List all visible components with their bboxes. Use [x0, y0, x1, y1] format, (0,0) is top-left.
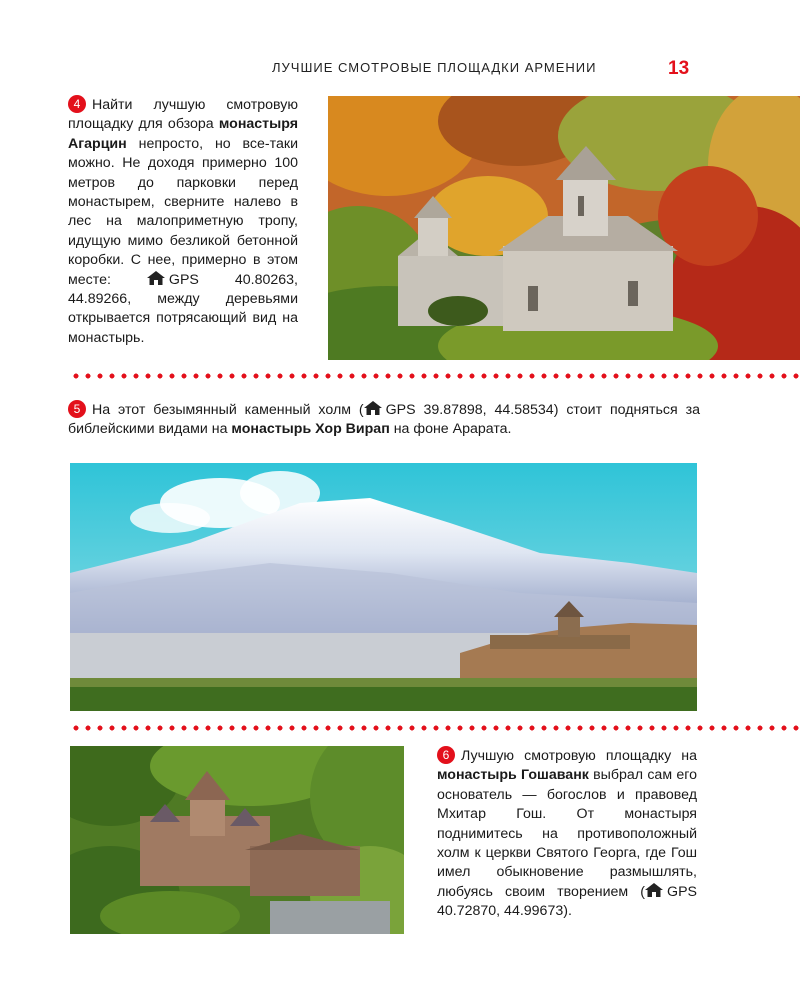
section-6-text [437, 746, 697, 922]
section-text: На этот безымянный каменный холм ( [92, 402, 364, 418]
khor-virap-ararat-photo [70, 463, 697, 711]
monastery-name: монастырь Гошаванк [437, 767, 589, 784]
monastery-name: монастырь Хор Вирап [231, 421, 390, 438]
section-5-text [68, 400, 700, 440]
section-number-badge: 5 [68, 400, 86, 418]
gps-coordinates: GPS 40.72870, 44.99673 [437, 883, 697, 920]
home-icon [364, 401, 382, 415]
section-text: на фоне Арарата. [389, 421, 512, 438]
section-number-badge: 6 [437, 746, 455, 764]
page-number: 13 [668, 58, 690, 79]
section-text: ). [563, 903, 572, 920]
gps-coordinates: GPS 40.80263, 44.89266 [68, 271, 298, 308]
dotted-divider [70, 725, 800, 731]
section-text: , между деревьями открывается потрясающий вид на монастырь. [68, 291, 298, 346]
section-number-badge: 4 [68, 95, 86, 113]
section-text: Лучшую смотровую площадку на [461, 748, 697, 764]
goshavank-monastery-photo [70, 746, 404, 934]
section-text: ) стоит подняться за библейскими видами на [68, 402, 700, 438]
home-icon [645, 883, 663, 897]
home-icon [147, 271, 165, 285]
section-text: Найти лучшую смотровую площадку для обзора [68, 97, 298, 133]
monastery-name: монастыря Агарцин [68, 116, 298, 152]
section-text: выбрал сам его основатель — богослов и правовед Мхитар Гош. От монастыря поднимитесь на противоположный холм к церкви Святого Георга, где Гош имел обыкновение размышлять, любуясь своим творением ( [437, 767, 697, 900]
haghartsin-monastery-photo [328, 96, 800, 360]
dotted-divider [70, 373, 800, 379]
gps-coordinates: GPS 39.87898, 44.58534 [385, 402, 554, 418]
section-text: непросто, но все-таки можно. Не доходя примерно 100 метров до парковки перед монастырем, сверните налево в лес на малоприметную тропу, идущую мимо безликой бетонной коробки. С нее, примерно в этом месте: [68, 135, 298, 288]
section-4-text [68, 95, 298, 348]
running-header: ЛУЧШИЕ СМОТРОВЫЕ ПЛОЩАДКИ АРМЕНИИ [272, 60, 597, 75]
